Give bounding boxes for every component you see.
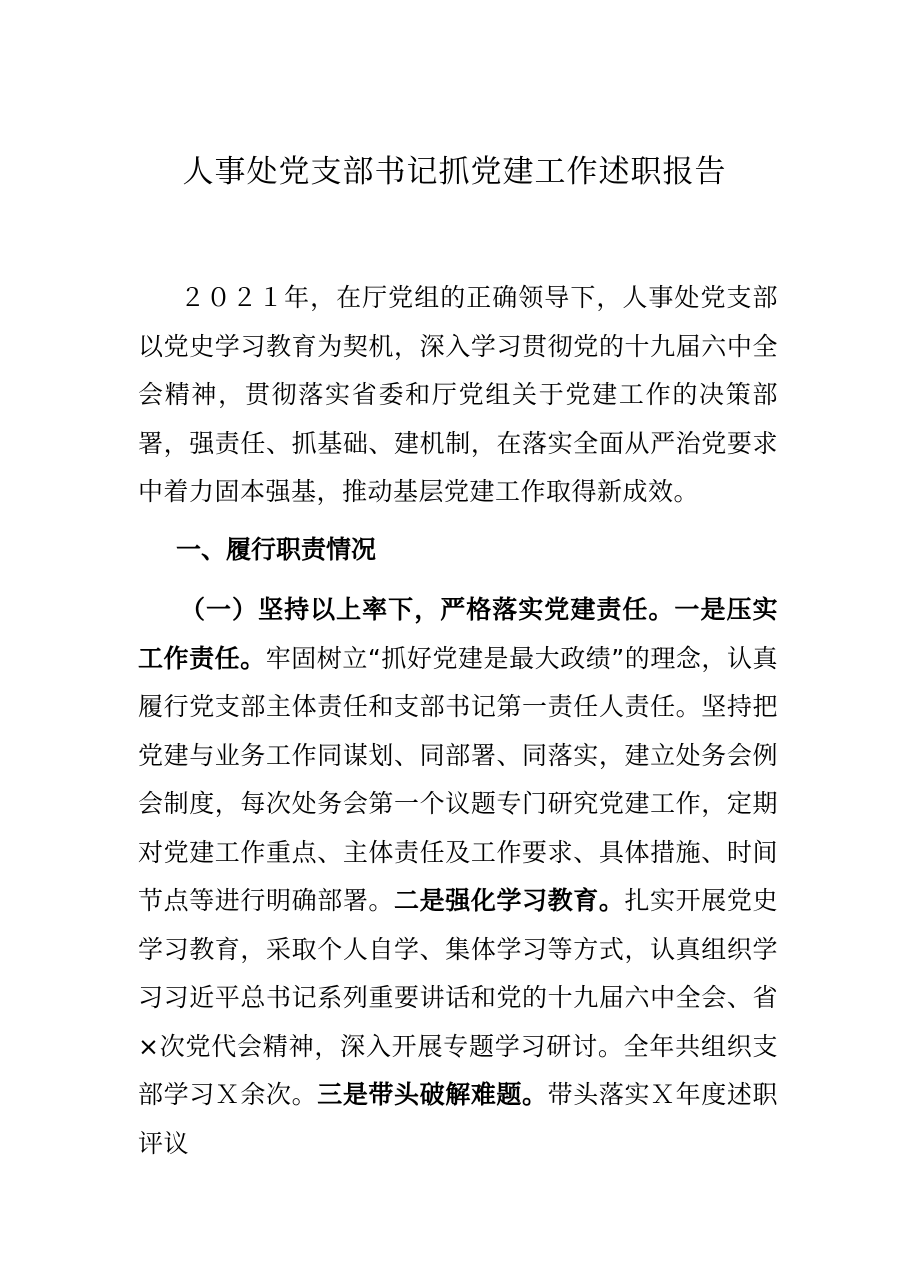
section-heading-1: 一、履行职责情况	[176, 535, 377, 564]
intro-paragraph: ２０２１年，在厅党组的正确领导下，人事处党支部以党史学习教育为契机，深入学习贯彻党的十九届六中全会精神，贯彻落实省委和厅党组关于党建工作的决策部署，强责任、抓基础、建机制，在落实全面从严治党要求中着力固本强基，推动基层党建工作取得新成效。	[138, 283, 778, 506]
point-3-label: 三是带头破解难题。	[317, 1080, 548, 1109]
subsection-lead: （一）坚持以上率下，严格落实党建责任。	[180, 595, 675, 624]
section-1-paragraph-1	[138, 586, 778, 1168]
point-2-label: 二是强化学习教育。	[394, 886, 625, 915]
point-2-text: 扎实开展党史学习教育，采取个人自学、集体学习等方式，认真组织学习习近平总书记系列重要讲话和党的十九届六中全会、省×次党代会精神，深入开展专题学习研讨。全年共组织支部学习Ｘ余次。	[138, 886, 778, 1109]
document-title: 人事处党支部书记抓党建工作述职报告	[182, 154, 727, 190]
point-1-label: 一是压实工作责任。	[138, 595, 778, 673]
point-3-text: 带头落实Ｘ年度述职评议	[138, 1080, 778, 1158]
point-1-text: 牢固树立“抓好党建是最大政绩”的理念，认真履行党支部主体责任和支部书记第一责任人责任。坚持把党建与业务工作同谋划、同部署、同落实，建立处务会例会制度，每次处务会第一个议题专门研究党建工作，定期对党建工作重点、主体责任及工作要求、具体措施、时间节点等进行明确部署。	[138, 643, 778, 915]
